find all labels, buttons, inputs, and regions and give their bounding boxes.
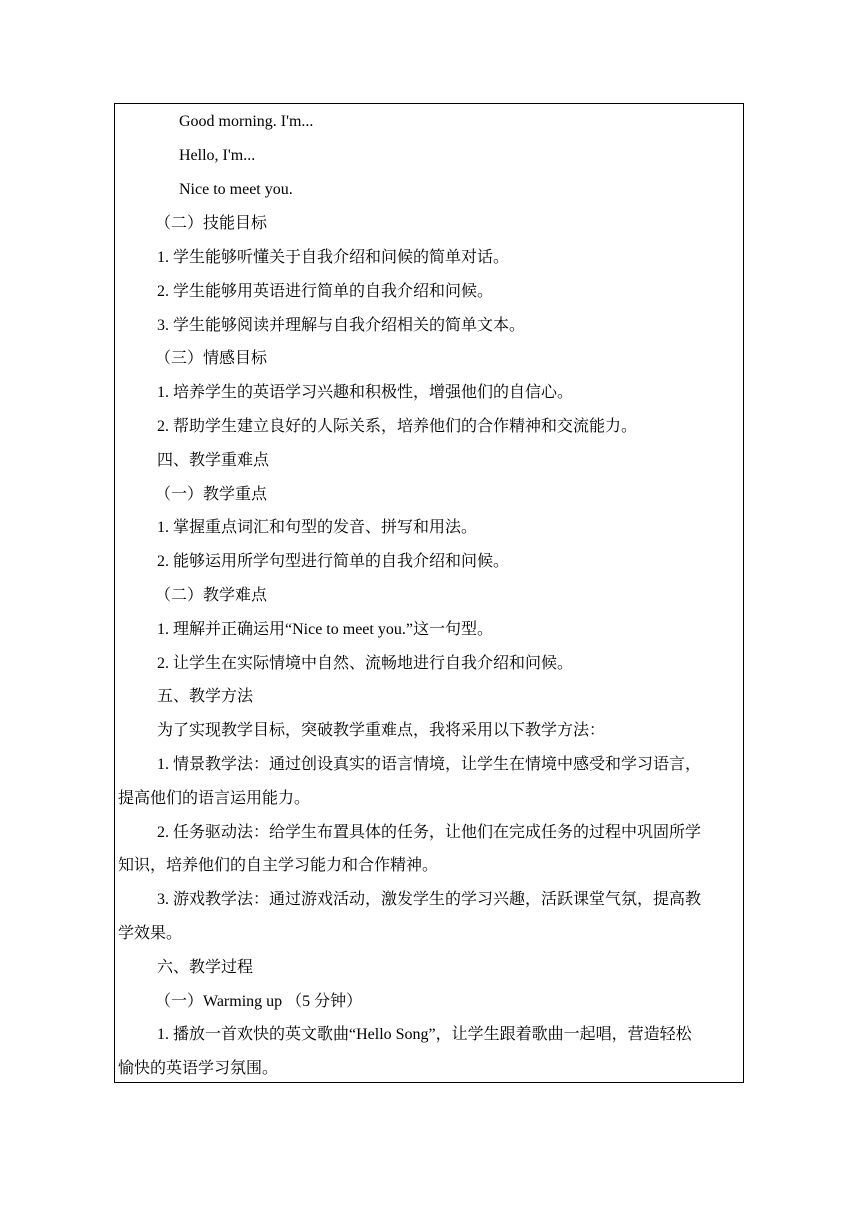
- text-line: Hello, I'm...: [179, 147, 256, 164]
- section-heading: （一）Warming up （5 分钟）: [155, 993, 363, 1010]
- text-line: 2. 帮助学生建立良好的人际关系，培养他们的合作精神和交流能力。: [157, 418, 638, 435]
- section-heading: 四、教学重难点: [157, 452, 270, 469]
- text-line: Nice to meet you.: [179, 181, 293, 198]
- text-line: 愉快的英语学习氛围。: [118, 1060, 279, 1077]
- text-line: 2. 能够运用所学句型进行简单的自我介绍和问候。: [157, 553, 510, 570]
- text-line: 2. 任务驱动法：给学生布置具体的任务，让他们在完成任务的过程中巩固所学: [157, 824, 702, 841]
- text-line: 1. 理解并正确运用“Nice to meet you.”这一句型。: [157, 621, 493, 638]
- text-line: 3. 游戏教学法：通过游戏活动，激发学生的学习兴趣，活跃课堂气氛，提高教: [157, 891, 702, 908]
- section-heading: 六、教学过程: [157, 959, 254, 976]
- text-line: 提高他们的语言运用能力。: [118, 790, 311, 807]
- text-line: 知识，培养他们的自主学习能力和合作精神。: [118, 857, 439, 874]
- section-heading: （二）教学难点: [155, 587, 268, 604]
- text-line: 2. 学生能够用英语进行简单的自我介绍和问候。: [157, 283, 494, 300]
- text-line: Good morning. I'm...: [179, 113, 314, 130]
- section-heading: （三）情感目标: [155, 350, 268, 367]
- section-heading: （二）技能目标: [155, 215, 268, 232]
- section-heading: 五、教学方法: [157, 688, 254, 705]
- text-line: 1. 学生能够听懂关于自我介绍和问候的简单对话。: [157, 249, 510, 266]
- text-line: 3. 学生能够阅读并理解与自我介绍相关的简单文本。: [157, 317, 526, 334]
- text-line: 1. 掌握重点词汇和句型的发音、拼写和用法。: [157, 519, 478, 536]
- text-line: 为了实现教学目标，突破教学重难点，我将采用以下教学方法：: [157, 722, 606, 739]
- text-line: 2. 让学生在实际情境中自然、流畅地进行自我介绍和问候。: [157, 655, 574, 672]
- section-heading: （一）教学重点: [155, 486, 268, 503]
- text-line: 学效果。: [118, 925, 183, 942]
- text-line: 1. 播放一首欢快的英文歌曲“Hello Song”，让学生跟着歌曲一起唱，营造轻松: [157, 1026, 692, 1043]
- text-line: 1. 情景教学法：通过创设真实的语言情境，让学生在情境中感受和学习语言，: [157, 756, 702, 773]
- text-line: 1. 培养学生的英语学习兴趣和积极性，增强他们的自信心。: [157, 384, 574, 401]
